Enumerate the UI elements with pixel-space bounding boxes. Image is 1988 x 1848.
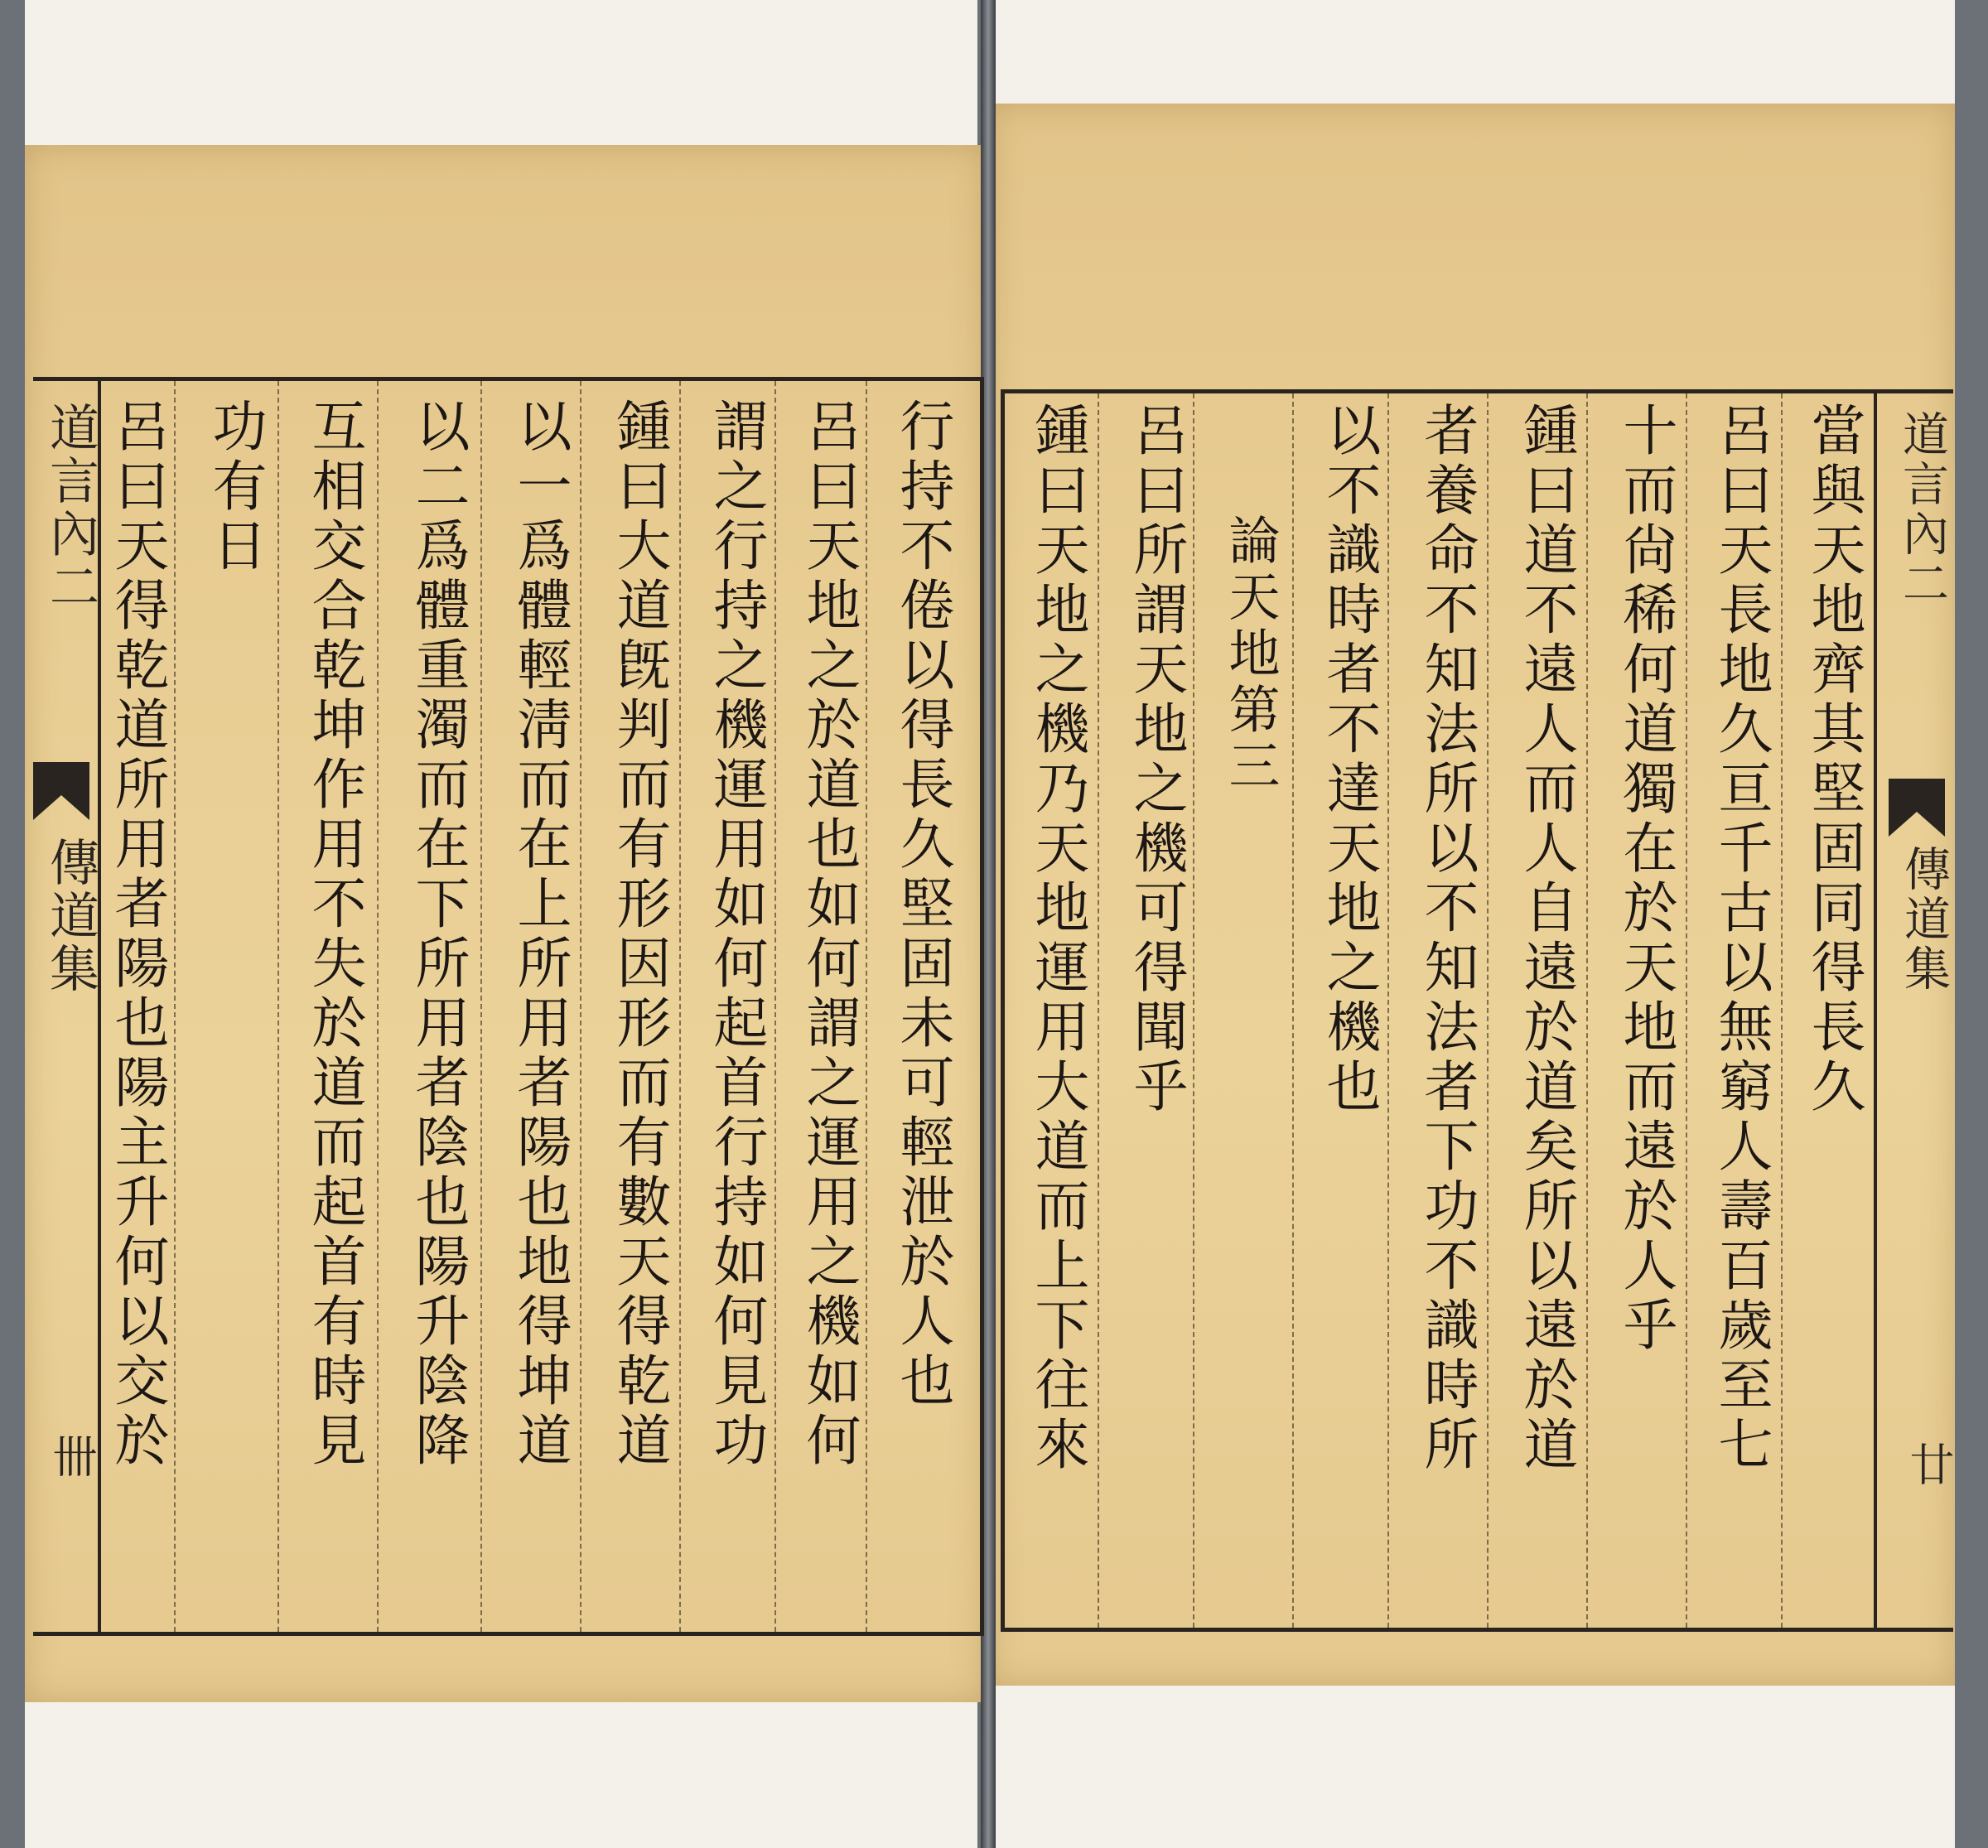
right-text-column: 十而尙稀何道獨在於天地而遠於人乎 (1614, 402, 1677, 1356)
right-fish-tail-icon (1889, 779, 1945, 837)
right-margin-title: 道言內二 (1895, 410, 1949, 609)
right-column-rule (1387, 393, 1389, 1628)
right-text-column: 鍾曰道不遠人而人自遠於道矣所以遠於道 (1514, 402, 1578, 1475)
right-column-rule (1586, 393, 1588, 1628)
right-column-rule (1487, 393, 1489, 1628)
left-text-column: 鍾曰大道旣判而有形因形而有數天得乾道 (607, 398, 671, 1471)
left-column-rule (98, 381, 101, 1632)
left-page-top-edge (25, 0, 977, 145)
left-fish-tail-icon (33, 762, 89, 820)
left-text-column: 行持不倦以得長久堅固未可輕泄於人也 (890, 398, 954, 1411)
right-text-column: 呂曰所謂天地之機可得聞乎 (1124, 402, 1188, 1117)
left-column-rule (866, 381, 867, 1632)
left-margin-chapter: 傳道集 (41, 837, 99, 996)
right-chapter-heading: 論天地第三 (1220, 514, 1281, 795)
left-margin-title: 道言內二 (41, 402, 99, 614)
right-column-rule (1686, 393, 1687, 1628)
right-column-rule (1193, 393, 1194, 1628)
left-column-rule (174, 381, 176, 1632)
right-text-column: 當與天地齊其堅固同得長久 (1802, 402, 1865, 1117)
left-column-rule (277, 381, 279, 1632)
right-text-column: 以不識時者不達天地之機也 (1317, 402, 1381, 1117)
right-leaf-number: 廿 (1903, 1441, 1955, 1486)
left-column-rule (480, 381, 482, 1632)
left-leaf-number: 卌 (46, 1433, 98, 1478)
left-text-column: 呂曰天得乾道所用者陽也陽主升何以交於 (105, 398, 169, 1471)
left-column-rule (774, 381, 776, 1632)
left-text-column: 互相交合乾坤作用不失於道而起首有時見 (302, 398, 366, 1471)
left-column-rule (580, 381, 581, 1632)
right-text-column: 呂曰天長地久亘千古以無窮人壽百歲至七 (1709, 402, 1773, 1475)
right-column-rule (1098, 393, 1099, 1628)
right-column-rule (1874, 393, 1877, 1628)
right-column-rule (1292, 393, 1294, 1628)
left-text-column: 以二爲體重濁而在下所用者陰也陽升陰降 (406, 398, 470, 1471)
right-column-rule (1781, 393, 1783, 1628)
left-page-bottom-edge (25, 1702, 977, 1848)
right-text-column: 鍾曰天地之機乃天地運用大道而上下往來 (1025, 402, 1089, 1475)
left-text-column: 呂曰天地之於道也如何謂之運用之機如何 (797, 398, 861, 1471)
right-text-column: 者養命不知法所以不知法者下功不識時所 (1415, 402, 1479, 1475)
right-page-bottom-edge (994, 1686, 1955, 1848)
left-column-rule (377, 381, 379, 1632)
right-margin-chapter: 傳道集 (1897, 845, 1951, 994)
left-text-column: 謂之行持之機運用如何起首行持如何見功 (704, 398, 768, 1471)
left-text-column: 以一爲體輕淸而在上所用者陽也地得坤道 (508, 398, 572, 1471)
right-page-top-edge (994, 0, 1955, 104)
left-column-rule (679, 381, 681, 1632)
left-text-column: 功有日 (203, 398, 267, 577)
